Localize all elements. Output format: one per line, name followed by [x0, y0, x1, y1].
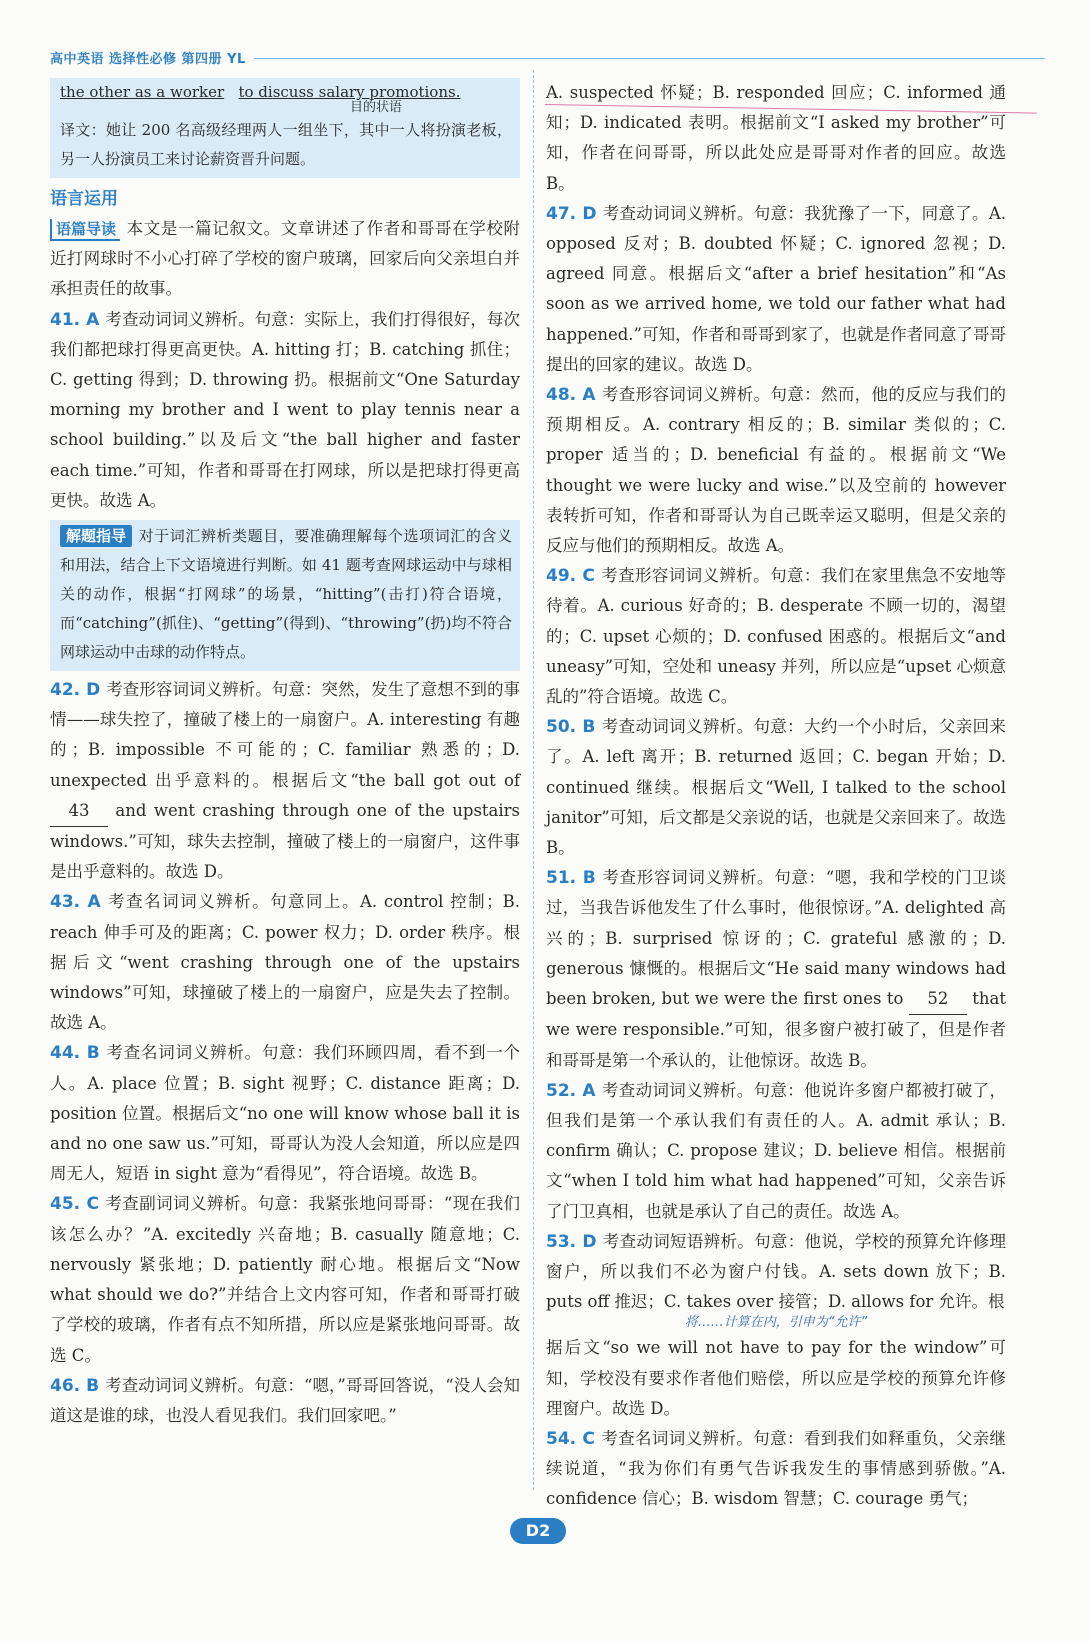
answer-text: 考查名词词义辨析。句意：看到我们如释重负，父亲继续说道，“我为你们有勇气告诉我发生的事情感到骄傲。”A. confidence 信心；B. wisdom 智慧；C. courage 勇气； [546, 1428, 1006, 1509]
translation: 译文：她让 200 名高级经理两人一组坐下，其中一人将扮演老板，另一人扮演员工来讨论薪资晋升问题。 [60, 121, 512, 168]
answer-item [546, 380, 1006, 561]
question-number: 46. B [50, 1375, 100, 1396]
answer-item [546, 1076, 1006, 1227]
answer-text: 考查动词词义辨析。句意：“嗯，”哥哥回答说，“没人会知道这是谁的球，也没人看见我们。我们回家吧。” [50, 1375, 520, 1425]
answer-item [50, 1371, 520, 1431]
answer-text: 考查动词词义辨析。句意：我犹豫了一下，同意了。A. opposed 反对；B. doubted 怀疑；C. ignored 忽视；D. agreed 同意。根据后文“after a brief hesitation”和“As soon as we arrived home, we told our father what had happened.”可知，作者和哥哥到家了，也就是作者同意了哥哥提出的回家的建议。故选 D。 [546, 203, 1006, 374]
left-column [50, 78, 520, 1431]
question-number: 48. A [546, 385, 596, 406]
answer-text: 考查名词词义辨析。句意同上。A. control 控制；B. reach 伸手可及的距离；C. power 权力；D. order 秩序。根据后文“went crashing through one of the upstairs windows”可知，球撞破了楼上的一扇窗户，应是失去了控制。故选 A。 [50, 892, 520, 1033]
header-title: 高中英语 选择性必修 第四册 YL [50, 52, 254, 67]
answer-text-cont: that we were responsible.”可知，很多窗户被打破了，但是作者和哥哥是第一个承认的，让他惊讶。故选 B。 [546, 989, 1006, 1070]
answer-item [546, 1227, 1006, 1318]
question-number: 54. C [546, 1428, 595, 1449]
analysis-phrases [60, 80, 512, 104]
phrase: the other as a worker [60, 83, 225, 101]
answer-item [50, 887, 520, 1038]
answer-text-cont: 据后文“so we will not have to pay for the window”可知，学校没有要求作者他们赔偿，所以应是学校的预算允许修理窗户。故选 D。 [546, 1338, 1006, 1418]
answer-item [546, 712, 1006, 863]
answer-item [50, 675, 520, 887]
answer-item [50, 305, 520, 516]
answer-text: 考查动词词义辨析。句意：实际上，我们打得很好，每次我们都把球打得更高更快。A. hitting 打；B. catching 抓住；C. getting 得到；D. throwing 扔。根据前文“One Saturday morning my brother and I went to play tennis near a school building.”以及后文“the ball higher and faster each time.”可知，作者和哥哥在打网球，所以是把球打得更高更快。故选 A。 [50, 309, 520, 510]
answer-item [50, 1189, 520, 1370]
question-number: 42. D [50, 680, 101, 701]
question-number: 52. A [546, 1080, 596, 1101]
answer-item [546, 1424, 1006, 1515]
sentence-analysis-box [50, 78, 520, 178]
reading-intro [50, 214, 520, 305]
question-number: 50. B [546, 717, 596, 738]
tip-box [50, 520, 520, 671]
answer-item [50, 1038, 520, 1189]
answer-text: 考查形容词词义辨析。句意：“嗯，我和学校的门卫谈过，当我告诉他发生了什么事时，他很惊讶。”A. delighted 高兴的；B. surprised 惊讶的；C. grateful 感激的；D. generous 慷慨的。根据后文“He said many windows had been broken, but we were the first ones to [546, 868, 1007, 1009]
section-title: 语言运用 [50, 189, 118, 209]
blank-number: 52 [909, 984, 967, 1015]
tip-tag: 解题指导 [60, 525, 132, 547]
question-number: 49. C [546, 566, 595, 587]
tip-text: 对于词汇辨析类题目，要准确理解每个选项词汇的含义和用法，结合上下文语境进行判断。如 41 题考查网球运动中与球相关的动作，根据“打网球”的场景，“hitting”(击打)符合语境，而“catching”(抓住)、“getting”(得到)、“throwing”(扔)均不符合网球运动中击球的动作特点。 [60, 527, 512, 662]
answer-text: 考查名词词义辨析。句意：我们环顾四周，看不到一个人。A. place 位置；B. sight 视野；C. distance 距离；D. position 位置。根据后文“no one will know whose ball it is and no one saw us.”可知，哥哥认为没人会知道，所以应是四周无人，短语 in sight 意为“看得见”，符合语境。故选 B。 [50, 1043, 521, 1184]
answer-text: 考查形容词词义辨析。句意：然而，他的反应与我们的预期相反。A. contrary 相反的；B. similar 类似的；C. proper 适当的；D. beneficial 有益的。根据前文“We thought we were lucky and wise.”以及空前的 however 表转折可知，作者和哥哥认为自己既幸运又聪明，但是父亲的反应与他们的预期相反。故选 A。 [546, 385, 1006, 556]
column-divider [533, 70, 534, 1490]
page-header [50, 48, 1045, 68]
answer-item-cont [546, 1333, 1006, 1424]
question-number: 41. A [50, 309, 100, 330]
answer-text: 考查副词词义辨析。句意：我紧张地问哥哥：“现在我们该怎么办？”A. excitedly 兴奋地；B. casually 随意地；C. nervously 紧张地；D. patiently 耐心地。根据后文“Now what should we do?”并结合上文内容可知，作者和哥哥打破了学校的玻璃，作者有点不知所措，所以应是紧张地问哥哥。故选 C。 [50, 1194, 520, 1365]
answer-text: 考查动词词义辨析。句意：他说许多窗户都被打破了，但我们是第一个承认我们有责任的人。A. admit 承认；B. confirm 确认；C. propose 建议；D. believe 相信。根据前文“when I told him what had happened”可知，父亲告诉了门卫真相，也就是承认了自己的责任。故选 A。 [546, 1080, 1006, 1221]
question-number: 45. C [50, 1194, 99, 1215]
answer-text: 考查形容词词义辨析。句意：我们在家里焦急不安地等待着。A. curious 好奇的；B. desperate 不顾一切的，渴望的；C. upset 心烦的；D. confused 困惑的。根据后文“and uneasy”可知，空处和 uneasy 并列，所以应是“upset 心烦意乱的”符合语境。故选 C。 [546, 566, 1006, 707]
handwritten-note: 将……计算在内，引申为“允许” [684, 1315, 868, 1331]
question-number: 43. A [50, 892, 101, 913]
question-number: 44. B [50, 1043, 100, 1064]
page-number: D2 [510, 1518, 566, 1544]
intro-tag: 语篇导读 [50, 219, 120, 241]
right-column [546, 78, 1006, 1515]
answer-item [546, 561, 1006, 712]
answer-item [546, 863, 1006, 1075]
question-number: 53. D [546, 1231, 597, 1252]
answer-text: 考查动词词义辨析。句意：大约一个小时后，父亲回来了。A. left 离开；B. returned 返回；C. began 开始；D. continued 继续。根据后文“Well, I talked to the school janitor”可知，后文都是父亲说的话，也就是父亲回来了。故选 B。 [546, 717, 1006, 858]
answer-item [546, 199, 1006, 380]
phrase: to discuss salary promotions. [238, 83, 461, 101]
answer-text: 考查动词短语辨析。句意：他说，学校的预算允许修理窗户，所以我们不必为窗户付钱。A. sets down 放下；B. puts off 推迟；C. takes over 接管；D. allows for 允许。根 [546, 1231, 1006, 1312]
answer-text: 考查形容词词义辨析。句意：突然，发生了意想不到的事情——球失控了，撞破了楼上的一扇窗户。A. interesting 有趣的；B. impossible 不可能的；C. familiar 熟悉的；D. unexpected 出乎意料的。根据后文“the ball got out of [50, 680, 520, 790]
phrase-annotation: 目的状语 [349, 100, 402, 115]
answer-item [546, 78, 1006, 199]
answer-text: A. suspected 怀疑；B. responded 回应；C. informed 通知；D. indicated 表明。根据前文“I asked my brother”可知，作者在问哥哥，所以此处应是哥哥对作者的回应。故选 B。 [546, 83, 1006, 193]
question-number: 47. D [546, 203, 597, 224]
intro-text: 本文是一篇记叙文。文章讲述了作者和哥哥在学校附近打网球时不小心打碎了学校的窗户玻璃，回家后向父亲坦白并承担责任的故事。 [50, 219, 520, 299]
blank-number: 43 [50, 796, 108, 827]
question-number: 51. B [546, 868, 596, 889]
answer-text-cont: and went crashing through one of the upstairs windows.”可知，球失去控制，撞破了楼上的一扇窗户，这件事是出乎意料的。故选 D。 [50, 800, 521, 882]
